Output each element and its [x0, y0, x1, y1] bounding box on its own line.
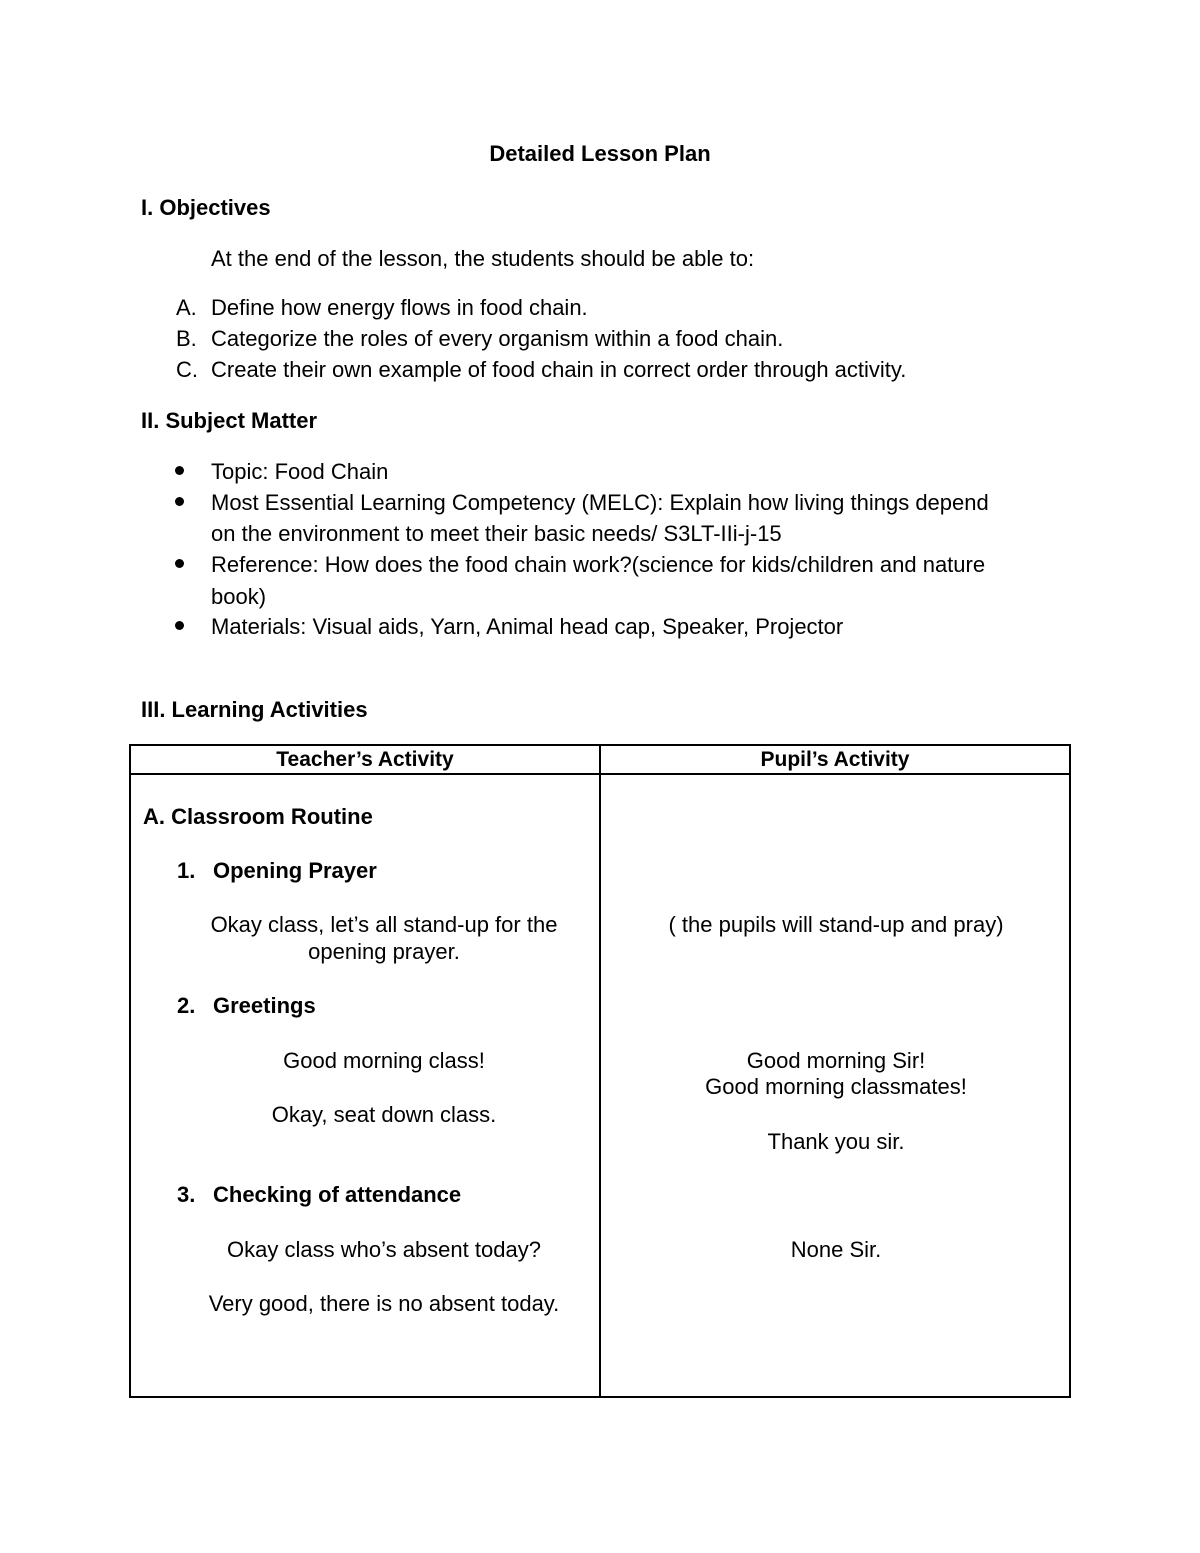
objectives-intro: At the end of the lesson, the students should be able to: — [211, 246, 755, 271]
learning-activities-heading: III. Learning Activities — [141, 697, 368, 722]
step-number: 3. — [177, 1182, 196, 1207]
pupil-thank-you: Thank you sir. — [767, 1129, 905, 1154]
objective-letter-b: B. — [176, 326, 197, 351]
objective-item-a: Define how energy flows in food chain. — [211, 295, 588, 320]
teacher-greeting: Good morning class! — [283, 1048, 485, 1073]
subject-reference-line1: Reference: How does the food chain work?(science for kids/children and nature — [211, 552, 986, 577]
step-number: 1. — [177, 858, 196, 883]
page-title: Detailed Lesson Plan — [489, 141, 711, 166]
teacher-attendance-result: Very good, there is no absent today. — [208, 1291, 560, 1316]
pupil-activity-cell — [600, 774, 1070, 1397]
teacher-prayer-line1: Okay class, let’s all stand-up for the — [210, 912, 558, 937]
subject-materials: Materials: Visual aids, Yarn, Animal head cap, Speaker, Projector — [211, 614, 844, 639]
objective-letter-a: A. — [176, 295, 197, 320]
subject-melc-line1: Most Essential Learning Competency (MELC): Explain how living things depend — [211, 490, 989, 515]
subject-melc-line2: on the environment to meet their basic needs/ S3LT-IIi-j-15 — [211, 521, 782, 546]
pupil-attendance-answer: None Sir. — [790, 1237, 882, 1262]
teacher-prayer-line2: opening prayer. — [308, 939, 460, 964]
step-title-attendance: Checking of attendance — [213, 1182, 462, 1207]
objectives-heading: I. Objectives — [141, 195, 271, 220]
bullet-dot — [175, 559, 184, 568]
bullet-dot — [175, 621, 184, 630]
teacher-attendance-question: Okay class who’s absent today? — [227, 1237, 541, 1262]
objective-item-c: Create their own example of food chain in correct order through activity. — [211, 357, 907, 382]
column-header-teacher: Teacher’s Activity — [130, 745, 600, 774]
subject-topic: Topic: Food Chain — [211, 459, 389, 484]
step-title-opening-prayer: Opening Prayer — [213, 858, 377, 883]
column-header-pupil: Pupil’s Activity — [600, 745, 1070, 774]
pupil-greeting-line1: Good morning Sir! — [746, 1048, 926, 1073]
subject-matter-heading: II. Subject Matter — [141, 408, 318, 433]
bullet-dot — [175, 497, 184, 506]
objective-letter-c: C. — [176, 357, 198, 382]
pupil-prayer: ( the pupils will stand-up and pray) — [668, 912, 1004, 937]
teacher-activity-cell — [130, 774, 600, 1397]
bullet-dot — [175, 466, 184, 475]
step-number: 2. — [177, 993, 196, 1018]
pupil-greeting-line2: Good morning classmates! — [705, 1074, 967, 1099]
section-classroom-routine: A. Classroom Routine — [143, 804, 373, 829]
step-title-greetings: Greetings — [213, 993, 316, 1018]
subject-reference-line2: book) — [211, 584, 267, 609]
teacher-seat-down: Okay, seat down class. — [271, 1102, 497, 1127]
objective-item-b: Categorize the roles of every organism within a food chain. — [211, 326, 784, 351]
activities-table — [129, 744, 1071, 1398]
